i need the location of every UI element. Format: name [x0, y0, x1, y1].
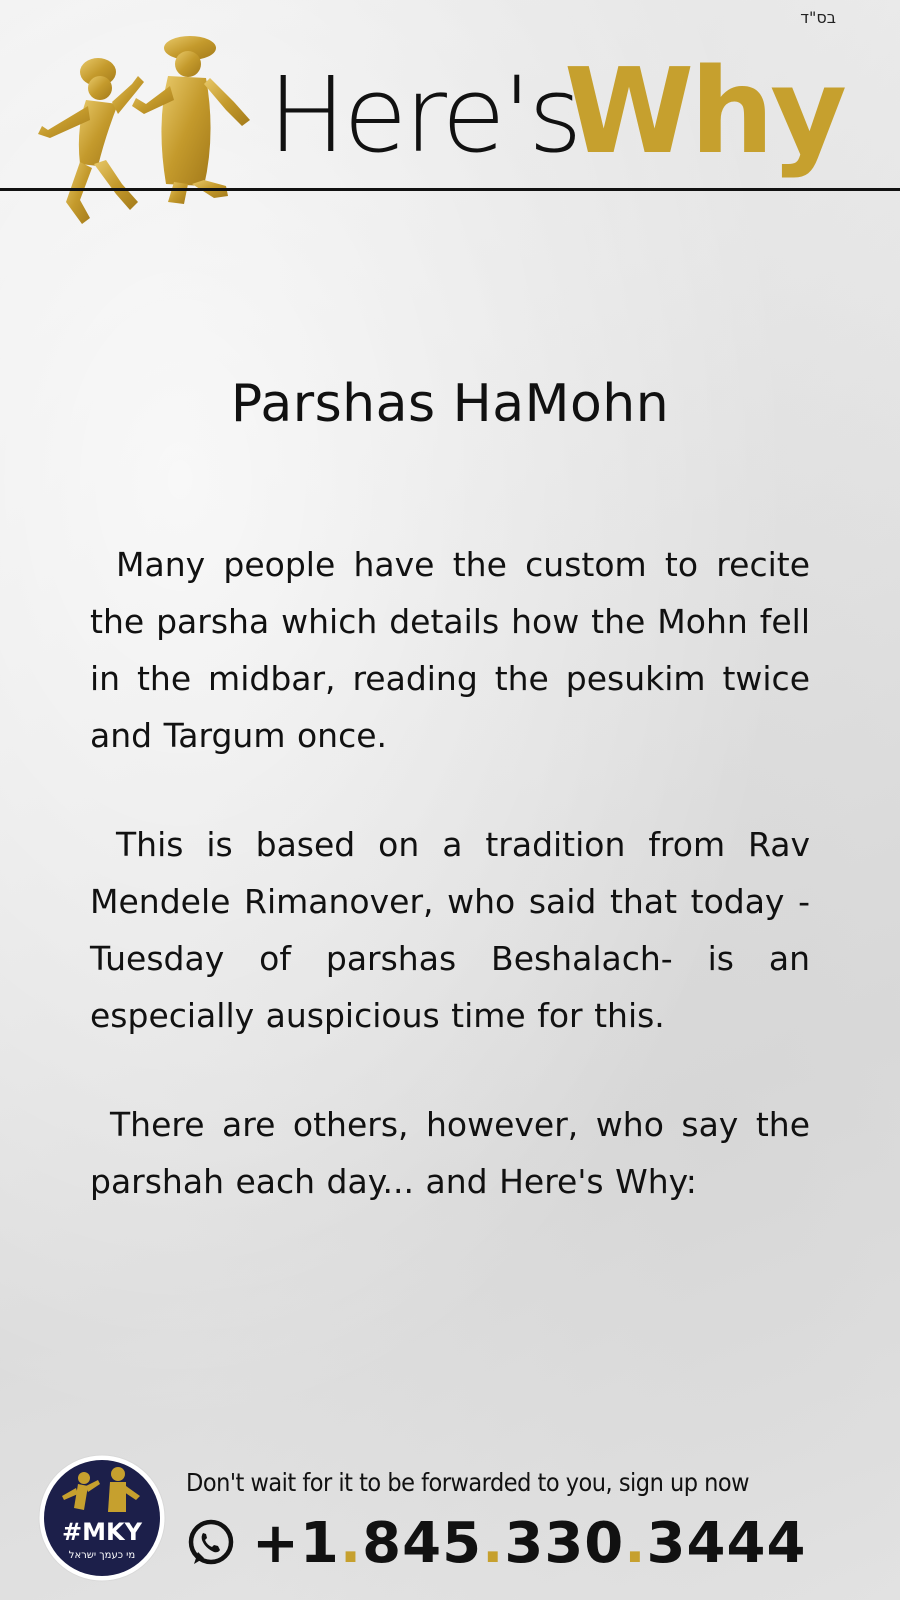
- paragraph-2: This is based on a tradition from Rav Mendele Rimanover, who said that today - Tuesday of parshas Beshalach- is an especially auspicious time for this.: [90, 825, 810, 1035]
- phone-exchange: 330: [504, 1510, 625, 1576]
- brand-heres-text: Here's: [268, 54, 580, 176]
- phone-separator: .: [624, 1510, 647, 1576]
- header-divider: [0, 188, 900, 191]
- phone-separator: .: [482, 1510, 505, 1576]
- brand-wordmark: [268, 40, 848, 200]
- badge-tag-text: #MKY: [62, 1518, 142, 1546]
- dancing-figures-logo: [28, 34, 268, 240]
- phone-separator: .: [339, 1510, 363, 1576]
- phone-country-code: +1: [252, 1510, 340, 1576]
- signup-cta-text: Don't wait for it to be forwarded to you, sign up now: [186, 1468, 750, 1497]
- page-title: Parshas HaMohn: [230, 374, 670, 434]
- brand-why-text: Why: [564, 42, 844, 180]
- paragraph-1: Many people have the custom to recite the parsha which details how the Mohn fell in the midbar, reading the pesukim twice and Targum once.: [90, 545, 810, 755]
- paragraph-3: There are others, however, who say the parshah each day... and Here's Why:: [90, 1105, 810, 1201]
- phone-area-code: 845: [362, 1510, 483, 1576]
- mky-badge-logo: [36, 1452, 168, 1584]
- phone-row[interactable]: [186, 1508, 806, 1578]
- bsd-mark: בס"ד: [800, 8, 836, 27]
- phone-line: 3444: [646, 1510, 807, 1576]
- badge-subtitle-text: מי כעמך ישראל: [68, 1550, 136, 1561]
- phone-number[interactable]: [252, 1511, 806, 1576]
- whatsapp-icon[interactable]: [186, 1518, 236, 1568]
